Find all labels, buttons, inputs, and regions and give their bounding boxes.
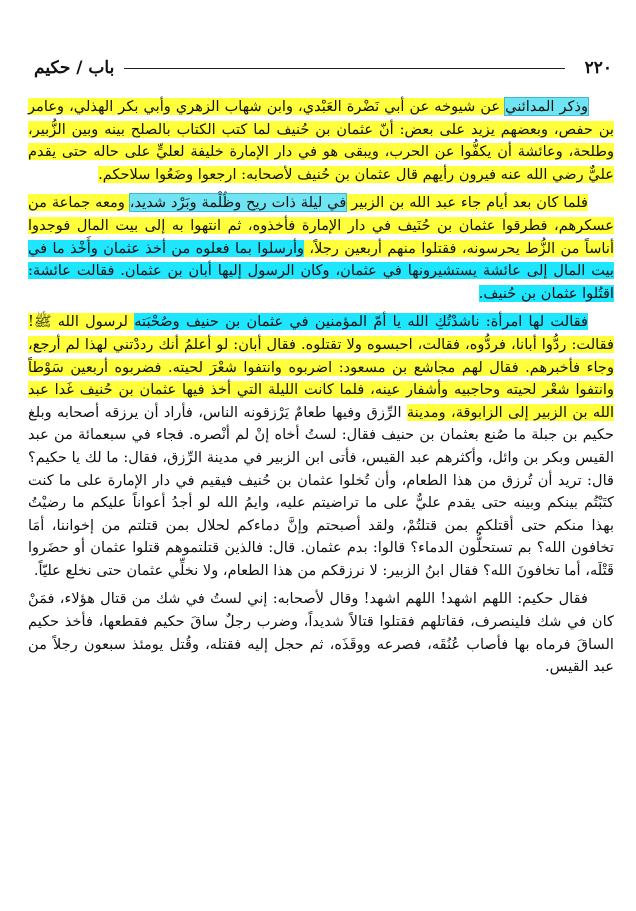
highlight-span: ومعه جماعة من عسكرهم، فطرقوا عثمان بن حُنَيف في دار الإمارة فأخذوه، ثم انتهوا به إلى بيت المال فوجدوا أناساً من الزُّط يحرسونه، فقتلوا منهم أربعين رجلاً، xyxy=(28,194,614,257)
body-text xyxy=(28,96,614,685)
highlight-span: لرسول الله ﷺ! فقالت: ردُّوا أبانا، فردُّوه، فقالت، احبسوه ولا تقتلوه. فقال أبان: لو أعلمُ أنك رددْتني لهذا لم أرجع، وجاء فأخبرهم. فقال لهم مجاشع بن مسعود: اضربوه وانتفوا شعْرَ لحيته. فضربوه أربعين سَوْطاً وانتفوا شعْر لحيته وحاجبيه وأشفار عينه، فلما كانت الليلة التي أخذ فيها عثمان بن حُنيف غَدا عبد الله بن الزبير إلى الزابوقة، ومدينة xyxy=(28,313,615,421)
paragraph-2 xyxy=(28,192,614,305)
paragraph-1 xyxy=(28,96,614,186)
highlight-span: عن شيوخه عن أبي نَضْرة العَبْدي، وابن شهاب الزهري وأبي بكر الهذلي، وعامر بن حفص، وبعضهم يزيد على بعض: أنّ عثمان بن حُنيف لما كتب الكتاب بالصلح بينه وبين الزُّبير، وطلحة، وعائشة أن يكفُّوا عن الحرب، ويبقى هو في دار الإمارة خليفة لعليٍّ على حاله حتى يقدم عليٌّ رضي الله عنه فيرون رأيهم قال عثمان بن حُنيف لأصحابه: ارجعوا وضَعُوا سلاحكم. xyxy=(28,98,614,183)
highlight-word: وذكر المدائني xyxy=(505,98,588,115)
paragraph-3 xyxy=(28,311,614,582)
highlight-phrase: في ليلة ذات ريح وظُلْمة وبَرْد شديد، xyxy=(129,194,347,212)
running-title: باب / حكيم xyxy=(34,58,115,78)
highlight-span-cyan: فقالت لها امرأة: ناشدْتُكِ الله يا أمّ المؤمنين في عثمان بن حنيف وصُحْبَته xyxy=(134,313,588,331)
paragraph-4 xyxy=(28,588,614,678)
highlight-span-cyan: وأرسلوا بما فعلوه من أخذ عثمان وأَخْذ ما في بيت المال إلى عائشة يستشيرونها في عثمان، وكان الرسول إليها أبان بن عثمان. فقالت عائشة: اقتُلوا عثمان بن حُنيف. xyxy=(28,239,614,302)
plain-text: الرِّزق وفيها طعامٌ يَرْزقونه الناس، فأراد أن يرزقه أصحابه وبلغ حكيم بن جبلة ما صُنع بعثمان بن حنيف فقال: لستُ أخاه إنْ لم أنْصره. فجاء في سبعمائة من عبد القيس وبكر بن وائل، وأكثرهم عبد القيس، فأتى ابن الزبير في مدينة الرِّزق، فقال: ما لك يا حكيم؟ قال: تريد أن تُرزق من هذا الطعام، وأن تُخلوا عثمان بن حُنيف فيقيم في دار الإمارة على ما كنت كتَبْتُم بينكم وبينه حتى يقدم عليٌّ على ما تراضيتم عليه، وايمُ الله لو أجدُ أعواناً عليكم ما رضيْتُ بهذا منكم حتى أقتلكم بمن قتلتُمْ، ولقد أصبحتم وإنَّ دماءكم لحلال بمن قتلتم من إخواننا، أمَا تخافون الله؟ بم تستحلُّون الدماء؟ قالوا: بدم عثمان. قال: فالذين قتلتموهم قتلوا عثمان أو حضَروا قَتْلَه، أما تخافونَ الله؟ فقال ابنُ الزبير: لا نرزقكم من هذا الطعام، ولا نخلِّي عثمان حتى نخلع عليّاً. xyxy=(28,403,614,579)
page-number: ٢٢٠ xyxy=(584,58,612,78)
plain-text: فقال حكيم: اللهم اشهد! اللهم اشهد! وقال لأصحابه: إني لستُ في شك من قتال هؤلاء، فمَنْ كان في شك فلينصرف، فقاتلهم فقتلوا قتالاً شديداً، وضرب رجلٌ ساقَ حكيم فقطعها، فأخذ حكيم الساقَ فرماه بها فأصاب عُنُقَه، فصرعه ووقَذَه، ثم حجل إليه فقتله، وقُتل يومئذ سبعون رجلاً من عبد القيس. xyxy=(28,590,614,676)
highlight-span: فلما كان بعد أيام جاء عبد الله بن الزبير xyxy=(346,194,588,212)
header-rule xyxy=(124,68,564,69)
page-header xyxy=(34,56,612,80)
